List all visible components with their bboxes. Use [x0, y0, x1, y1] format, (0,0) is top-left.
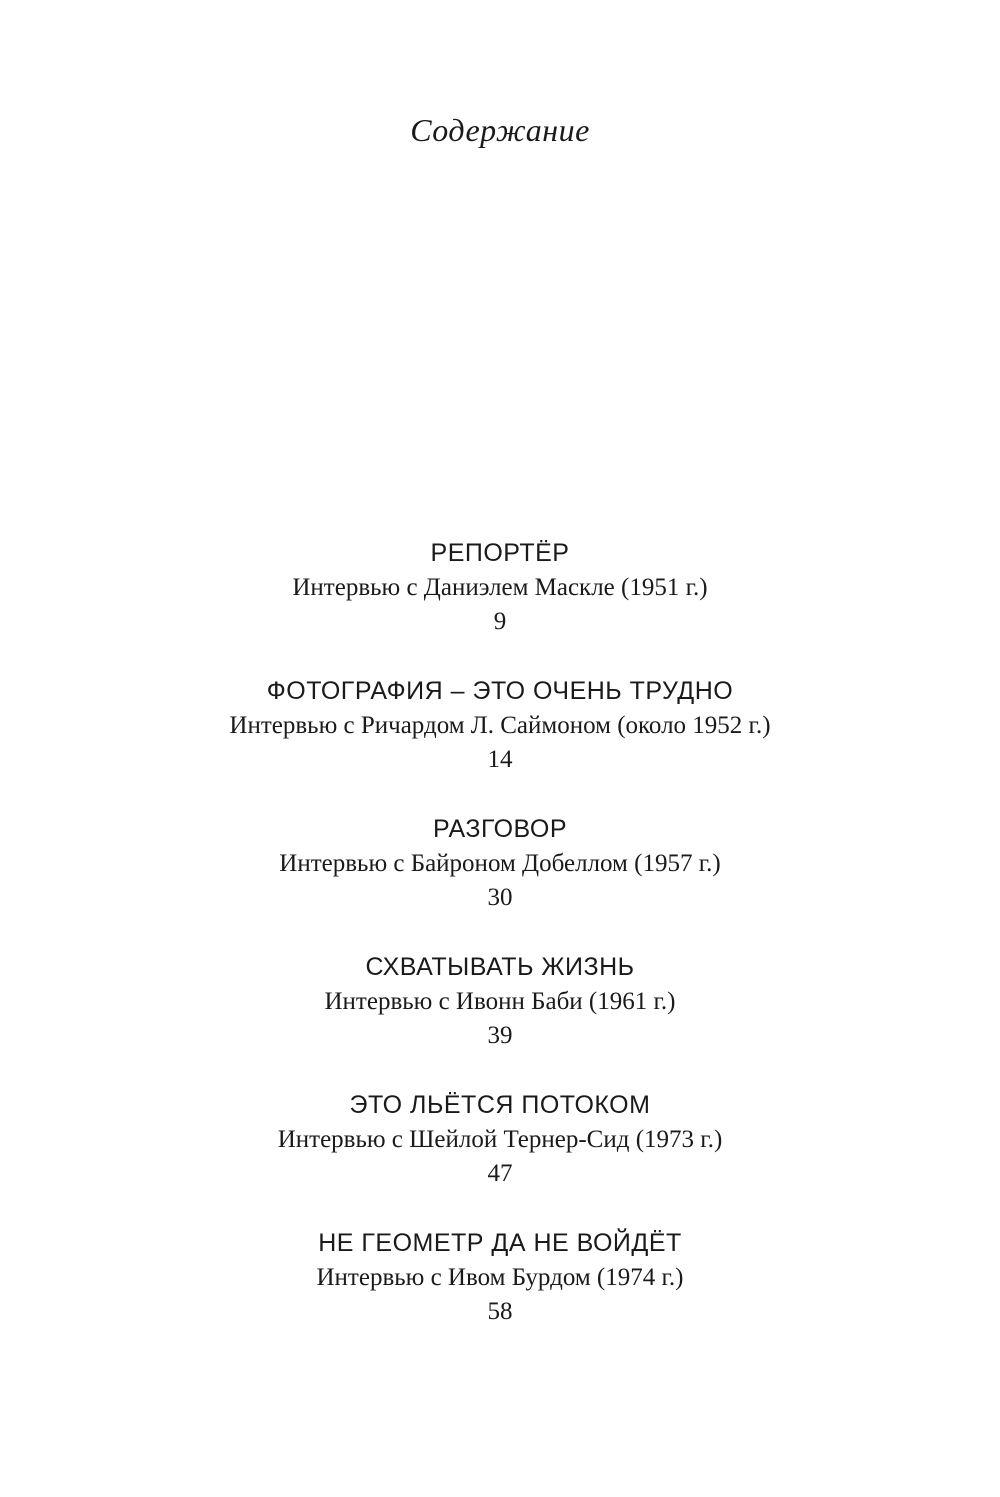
toc-entry-page-number: 58: [487, 1298, 513, 1325]
toc-entry-title: РЕПОРТЁР: [430, 539, 570, 567]
toc-entry: [0, 1087, 1000, 1225]
toc-entry-title: ФОТОГРАФИЯ – ЭТО ОЧЕНЬ ТРУДНО: [266, 677, 734, 705]
toc-entry-subtitle: Интервью с Шейлой Тернер-Сид (1973 г.): [277, 1126, 723, 1153]
toc-entry-page-number: 30: [487, 884, 513, 911]
toc-entry-page-number: 9: [493, 608, 507, 635]
toc-entry: [0, 535, 1000, 673]
toc-entry-subtitle: Интервью с Ивом Бурдом (1974 г.): [316, 1264, 684, 1291]
toc-entry-page-number: 39: [487, 1022, 513, 1049]
toc-entry-title: СХВАТЫВАТЬ ЖИЗНЬ: [365, 953, 635, 981]
toc-entry: [0, 811, 1000, 949]
toc-entry-page-number: 14: [487, 746, 513, 773]
toc-entry: [0, 673, 1000, 811]
toc-entry-title: РАЗГОВОР: [432, 815, 568, 843]
toc-entry-title: ЭТО ЛЬЁТСЯ ПОТОКОМ: [349, 1091, 651, 1119]
toc-entry-title: НЕ ГЕОМЕТР ДА НЕ ВОЙДЁТ: [318, 1229, 682, 1257]
toc-entry: [0, 1225, 1000, 1363]
page-title: Содержание: [410, 112, 590, 148]
toc-entry-subtitle: Интервью с Ричардом Л. Саймоном (около 1952 г.): [229, 712, 771, 739]
table-of-contents: [0, 535, 1000, 1363]
toc-entry: [0, 949, 1000, 1087]
toc-entry-subtitle: Интервью с Даниэлем Маскле (1951 г.): [292, 574, 708, 601]
toc-entry-subtitle: Интервью с Ивонн Баби (1961 г.): [324, 988, 676, 1015]
toc-entry-page-number: 47: [487, 1160, 513, 1187]
toc-entry-subtitle: Интервью с Байроном Добеллом (1957 г.): [279, 850, 721, 877]
